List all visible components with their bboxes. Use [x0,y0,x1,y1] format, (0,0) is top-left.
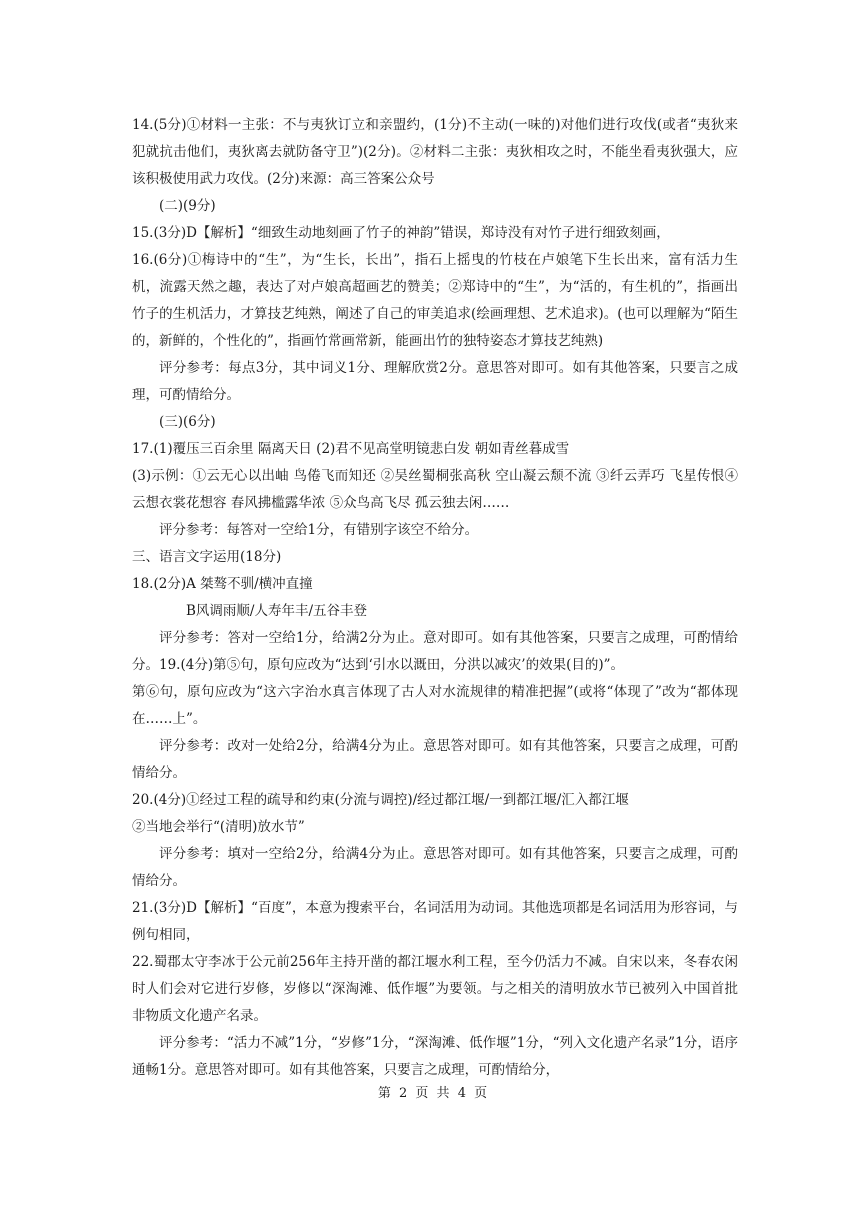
answer-16-scoring: 评分参考：每点3分，其中词义1分、理解欣赏2分。意思答对即可。如有其他答案，只要言之成理，可酌情给分。 [132,360,738,403]
answer-content [132,112,738,1084]
part-heading-3: 三、语言文字运用(18分) [132,549,282,565]
answer-20-scoring: 评分参考：填对一空给2分，给满4分为止。意思答对即可。如有其他答案，只要言之成理，可酌情给分。 [132,846,738,889]
section-heading-2: (二)(9分) [159,198,216,214]
answer-17-part1: 17.(1)覆压三百余里 隔离天日 (2)君不见高堂明镜悲白发 朝如青丝暮成雪 [132,441,570,457]
answer-20-a: 20.(4分)①经过工程的疏导和约束(分流与调控)/经过都江堰/一到都江堰/汇入都江堰 [132,792,629,808]
answer-22-scoring: 评分参考：“活力不减”1分，“岁修”1分，“深淘滩、低作堰”1分，“列入文化遗产名录”1分，语序通畅1分。意思答对即可。如有其他答案，只要言之成理，可酌情给分， [132,1035,738,1078]
answer-18-b: B风调雨顺/人寿年丰/五谷丰登 [186,603,368,619]
answer-15: 15.(3分)D【解析】“细致生动地刻画了竹子的神韵”错误，郑诗没有对竹子进行细致刻画， [132,225,670,241]
answer-17-scoring: 评分参考：每答对一空给1分，有错别字该空不给分。 [159,522,479,538]
answer-18-scoring-and-19: 评分参考：答对一空给1分，给满2分为止。意对即可。如有其他答案，只要言之成理，可酌情给分。19.(4分)第⑤句，原句应改为“达到‘引水以溉田，分洪以减灾’的效果(目的)”。 [132,630,738,673]
answer-14: 14.(5分)①材料一主张：不与夷狄订立和亲盟约，(1分)不主动(一味的)对他们进行攻伐(或者“夷狄来犯就抗击他们，夷狄离去就防备守卫”)(2分)。②材料二主张：夷狄相攻之时，不能坐看夷狄强大，应该积极使用武力攻伐。(2分)来源：高三答案公众号 [132,117,738,187]
answer-22: 22.蜀郡太守李冰于公元前256年主持开凿的都江堰水利工程，至今仍活力不减。自宋以来，冬春农闲时人们会对它进行岁修，岁修以“深淘滩、低作堰”为要领。与之相关的清明放水节已被列入中国首批非物质文化遗产名录。 [132,954,738,1024]
answer-20-b: ②当地会举行“(清明)放水节” [132,819,305,835]
page-number-footer: 第 2 页 共 4 页 [377,1086,490,1101]
answer-18-a: 18.(2分)A 桀骜不驯/横冲直撞 [132,576,313,592]
answer-16: 16.(6分)①梅诗中的“生”，为“生长，长出”，指石上摇曳的竹枝在卢娘笔下生长出来，富有活力生机，流露天然之趣，表达了对卢娘高超画艺的赞美；②郑诗中的“生”，为“活的，有生机的”，指画出竹子的生机活力，才算技艺纯熟，阐述了自己的审美追求(绘画理想、艺术追求)。(也可以理解为“陌生的，新鲜的，个性化的”，指画竹常画常新，能画出竹的独特姿态才算技艺纯熟) [132,252,738,349]
answer-21: 21.(3分)D【解析】“百度”，本意为搜索平台，名词活用为动词。其他选项都是名词活用为形容词，与例句相同， [132,900,738,943]
answer-17-part2: (3)示例：①云无心以出岫 鸟倦飞而知还 ②吴丝蜀桐张高秋 空山凝云颓不流 ③纤云弄巧 飞星传恨④云想衣裳花想容 春风拂槛露华浓 ⑤众鸟高飞尽 孤云独去闲…… [132,468,738,511]
answer-19-part2: 第⑥句，原句应改为“这六字治水真言体现了古人对水流规律的精准把握”(或将“体现了”改为“都体现在……上”。 [132,684,738,727]
section-heading-3: (三)(6分) [159,414,216,430]
answer-19-scoring: 评分参考：改对一处给2分，给满4分为止。意思答对即可。如有其他答案，只要言之成理，可酌情给分。 [132,738,738,781]
